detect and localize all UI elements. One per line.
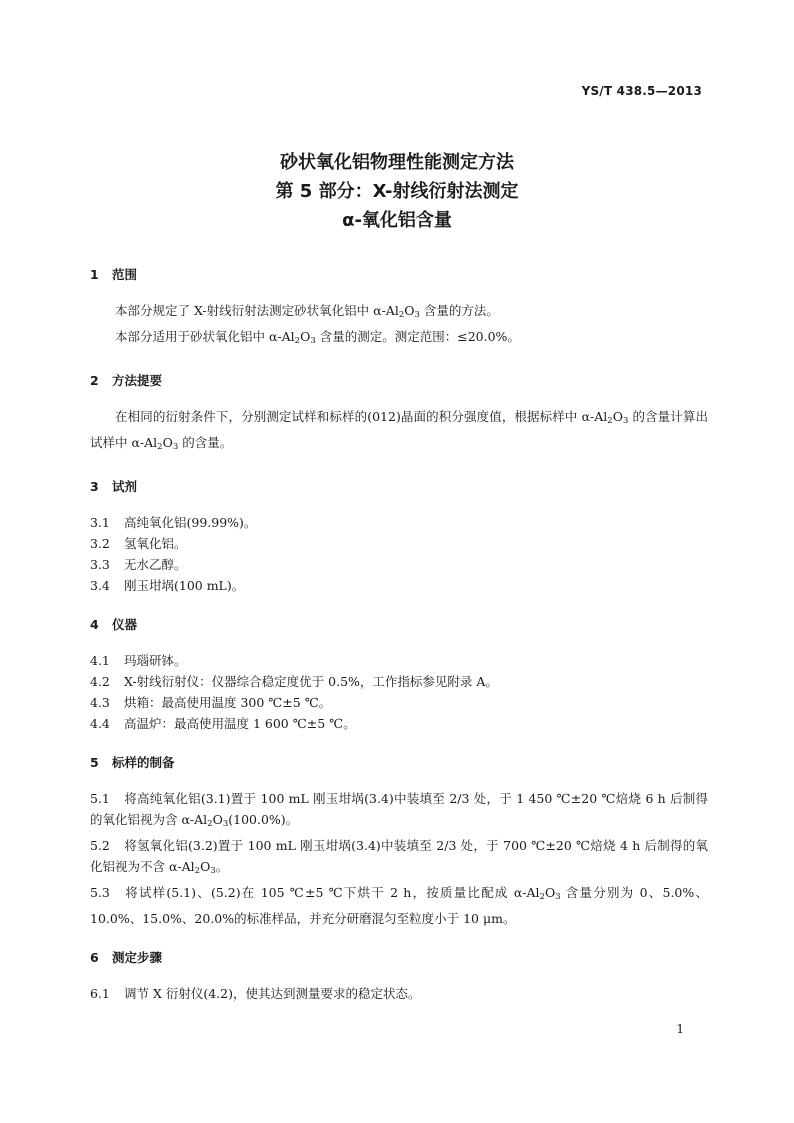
subscript: 2 [607, 416, 613, 426]
section-heading-scope [90, 266, 708, 284]
item-text: X-射线衍射仪：仪器综合稳定度优于 0.5%，工作指标参见附录 A。 [124, 674, 498, 689]
item-number: 5.2 [90, 838, 110, 853]
list-item [90, 650, 708, 671]
item-number: 4.3 [90, 695, 110, 710]
section-number: 1 [90, 267, 99, 282]
list-item [90, 533, 708, 554]
item-number: 3.1 [90, 515, 110, 530]
subscript: 3 [222, 819, 229, 829]
list-item [90, 671, 708, 692]
section-title: 标样的制备 [112, 755, 175, 770]
item-text: 高纯氧化铝(99.99%)。 [124, 515, 257, 530]
subscript: 3 [622, 416, 629, 426]
text-run: 将试样(5.1)、(5.2)在 105 ℃±5 ℃下烘干 2 h，按质量比配成 α-Al [124, 885, 540, 900]
item-number: 6.1 [90, 986, 110, 1001]
section-title: 试剂 [112, 479, 138, 494]
paragraph [90, 326, 708, 352]
subscript: 3 [172, 442, 179, 452]
section-title: 仪器 [112, 617, 138, 632]
item-text: 玛瑙研钵。 [124, 653, 187, 668]
section-number: 4 [90, 617, 99, 632]
list-item [90, 692, 708, 713]
section-title: 测定步骤 [112, 950, 163, 965]
item-text: 调节 X 衍射仪(4.2)，使其达到测量要求的稳定状态。 [124, 986, 421, 1001]
list-item [90, 983, 708, 1004]
text-run: 含量的测定。测定范围：≤20.0%。 [315, 329, 520, 344]
subscript: 2 [157, 442, 163, 452]
section-title: 范围 [112, 267, 138, 282]
text-run: O [200, 859, 211, 874]
text-run: 含量分别为 0、5.0%、10.0%、15.0%、20.0%的标准样品，并充分研磨混匀至粒度小于 10 μm。 [90, 885, 708, 926]
section-heading-standard-preparation [90, 754, 708, 772]
list-item [90, 575, 708, 596]
text-run: O [300, 329, 311, 344]
text-run: O [544, 885, 556, 900]
item-number: 3.3 [90, 557, 110, 572]
text-run: 。 [215, 859, 229, 874]
item-number: 5.1 [90, 791, 110, 806]
section-number: 6 [90, 950, 99, 965]
text-run: O [404, 303, 415, 318]
subscript: 2 [294, 336, 301, 346]
paragraph [90, 406, 708, 458]
list-item [90, 835, 708, 882]
text-run: 本部分适用于砂状氧化铝中 α-Al [115, 329, 295, 344]
text-run: O [162, 435, 173, 450]
list-item [90, 882, 708, 929]
text-run: 含量的方法。 [419, 303, 499, 318]
text-run: 的含量。 [178, 435, 233, 450]
text-run: (100.0%)。 [228, 812, 299, 827]
item-number: 4.4 [90, 716, 110, 731]
item-text: 高温炉：最高使用温度 1 600 ℃±5 ℃。 [124, 716, 356, 731]
paragraph [90, 300, 708, 326]
subscript: 3 [555, 892, 561, 902]
subscript: 3 [210, 866, 216, 876]
section-heading-apparatus [90, 616, 708, 634]
list-item [90, 512, 708, 533]
item-number: 5.3 [90, 885, 110, 900]
section-heading-reagents [90, 478, 708, 496]
section-number: 5 [90, 755, 99, 770]
text-run: O [212, 812, 223, 827]
text-run: 本部分规定了 X-射线衍射法测定砂状氧化铝中 α-Al [115, 303, 399, 318]
page-number: 1 [676, 1022, 684, 1036]
text-run: 将氢氧化铝(3.2)置于 100 mL 刚玉坩埚(3.4)中装填至 2/3 处，于 700 ℃±20 ℃焙烧 4 h 后制得的氧化铝视为不含 α-Al [90, 838, 708, 874]
subscript: 2 [398, 310, 405, 320]
subscript: 2 [539, 892, 545, 902]
standard-code: YS/T 438.5—2013 [581, 84, 702, 98]
subscript: 3 [414, 310, 420, 320]
item-number: 4.1 [90, 653, 110, 668]
section-number: 2 [90, 373, 99, 388]
section-number: 3 [90, 479, 99, 494]
section-heading-principle [90, 372, 708, 390]
item-text: 烘箱：最高使用温度 300 ℃±5 ℃。 [124, 695, 332, 710]
text-run: O [612, 409, 623, 424]
document-body [90, 266, 708, 1004]
item-text: 无水乙醇。 [124, 557, 187, 572]
section-heading-procedure [90, 949, 708, 967]
text-run: 将高纯氧化铝(3.1)置于 100 mL 刚玉坩埚(3.4)中装填至 2/3 处，于 1 450 ℃±20 ℃焙烧 6 h 后制得的氧化铝视为含 α-Al [90, 791, 708, 827]
list-item [90, 713, 708, 734]
item-number: 3.2 [90, 536, 110, 551]
text-run: 的含量计算出试样中 α-Al [90, 409, 708, 450]
title-line-3: α-氧化铝含量 [342, 210, 452, 231]
document-title [0, 148, 794, 235]
list-item [90, 554, 708, 575]
title-line-1: 砂状氧化铝物理性能测定方法 [280, 152, 514, 173]
section-title: 方法提要 [112, 373, 163, 388]
item-text: 氢氧化铝。 [124, 536, 187, 551]
item-number: 3.4 [90, 578, 110, 593]
subscript: 2 [207, 819, 213, 829]
item-text: 刚玉坩埚(100 mL)。 [124, 578, 245, 593]
list-item [90, 788, 708, 835]
subscript: 2 [194, 866, 201, 876]
item-number: 4.2 [90, 674, 110, 689]
text-run: 在相同的衍射条件下，分别测定试样和标样的(012)晶面的积分强度值，根据标样中 α-Al [115, 409, 608, 424]
subscript: 3 [310, 336, 316, 346]
title-line-2: 第 5 部分：X-射线衍射法测定 [275, 181, 519, 202]
